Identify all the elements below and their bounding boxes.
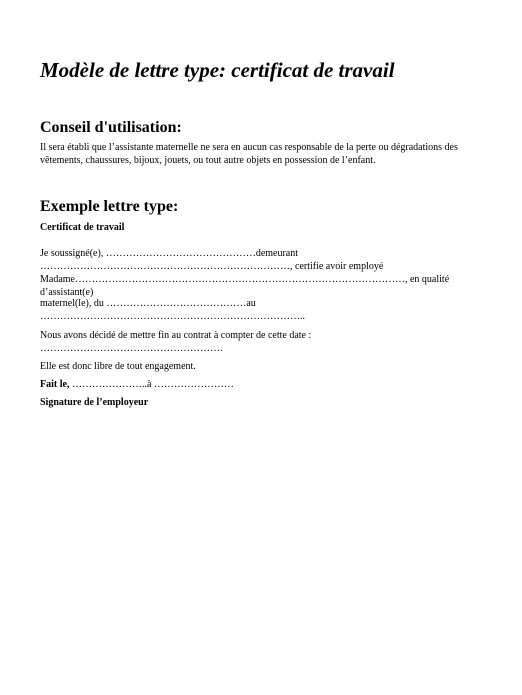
letter-line-2: …………………………………………………………………, certifie avoir employé xyxy=(40,261,384,272)
conseil-heading: Conseil d'utilisation: xyxy=(40,119,182,136)
fait-le-label: Fait le, xyxy=(40,379,70,390)
letter-line-3: Madame………………………………………………………………………………………, en qualité xyxy=(40,274,450,285)
exemple-heading: Exemple lettre type: xyxy=(40,198,179,215)
fait-le-dots: …………………..à …………………… xyxy=(69,379,234,390)
signature-label: Signature de l’employeur xyxy=(40,397,149,408)
fin-contrat-text: Nous avons décidé de mettre fin au contrat à compter de cette date : xyxy=(40,330,312,341)
letter-line-1: Je soussigné(e), ………………………………………demeurant xyxy=(40,248,299,259)
letter-line-6: …………………………………………………………………….. xyxy=(40,311,305,322)
libre-text: Elle est donc libre de tout engagement. xyxy=(40,361,196,372)
page-title: Modèle de lettre type: certificat de travail xyxy=(40,58,395,82)
conseil-text: Il sera établi que l’assistante maternelle ne sera en aucun cas responsable de la perte ou dégradations des vêtements, chaussures, bijoux, jouets, ou tout autre objets en possession de l’enfant. xyxy=(40,142,458,166)
letter-line-5: maternel(le), du ……………………………………au xyxy=(40,298,256,309)
letter-line-4: d’assistant(e) xyxy=(40,287,94,298)
letter-subtitle: Certificat de travail xyxy=(40,222,125,233)
fin-contrat-dots: ………………………………………………. xyxy=(40,343,223,354)
fait-le-line xyxy=(40,378,480,391)
